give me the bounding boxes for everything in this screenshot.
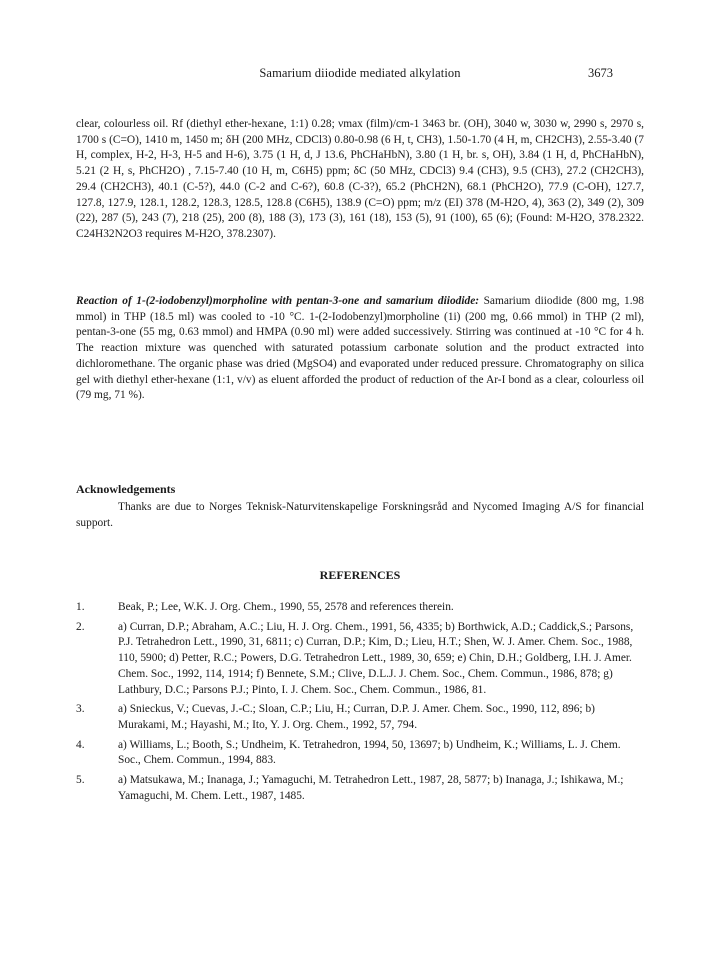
reference-text: a) Williams, L.; Booth, S.; Undheim, K. Tetrahedron, 1994, 50, 13697; b) Undheim, K.; Williams, L. J. Chem. Soc., Chem. Commun., 1994, 883. bbox=[118, 738, 621, 767]
procedure-heading: Reaction of 1-(2-iodobenzyl)morpholine with pentan-3-one and samarium diiodide: bbox=[76, 295, 480, 307]
reference-number: 5. bbox=[76, 774, 85, 787]
reference-item bbox=[76, 738, 644, 769]
page-number: 3673 bbox=[588, 66, 613, 80]
reference-number: 3. bbox=[76, 703, 85, 716]
running-title: Samarium diiodide mediated alkylation bbox=[259, 66, 461, 80]
acknowledgements-heading: Acknowledgements bbox=[76, 482, 176, 496]
reference-list bbox=[76, 600, 644, 808]
reference-item bbox=[76, 702, 644, 733]
reference-text: a) Curran, D.P.; Abraham, A.C.; Liu, H. J. Org. Chem., 1991, 56, 4335; b) Borthwick, A.D.; Caddick,S.; Parsons, P.J. Tetrahedron Lett., 1990, 31, 6811; c) Curran, D.P.; Kim, D.; Lieu, H.T.; Shen, W. J. Amer. Chem. Soc., 1988, 110, 5900; d) Petter, R.C.; Powers, D.G. Tetrahedron Lett., 1989, 30, 659; e) Chin, D.H.; Goldberg, I.H. J. Amer. Chem. Soc., 1992, 114, 1914; f) Bennete, S.M.; Clive, D.L.J. J. Chem. Soc., Chem. Commun., 1986, 878; g) Lathbury, D.C.; Parsons P.J.; Pinto, I. J. Chem. Soc., Chem. Commun., 1986, 81. bbox=[118, 620, 634, 696]
acknowledgements-text: Thanks are due to Norges Teknisk-Naturvitenskapelige Forskningsråd and Nycomed Imaging A/S for financial support. bbox=[76, 501, 644, 529]
experimental-data-paragraph: clear, colourless oil. Rf (diethyl ether-hexane, 1:1) 0.28; νmax (film)/cm-1 3463 br. (OH), 3040 w, 3030 w, 2990 s, 2970 s, 1700 s (C=O), 1410 m, 1450 m; δH (200 MHz, CDCl3) 0.80-0.98 (6 H, t, CH3), 1.50-1.70 (4 H, m, CH2CH3), 2.55-3.40 (7 H, complex, H-2, H-3, H-5 and H-6), 3.75 (1 H, d, J 13.6, PhCHaHbN), 3.80 (1 H, br. s, OH), 3.84 (1 H, d, PhCHaHbN), 5.21 (2 H, s, PhCH2O) , 7.15-7.40 (10 H, m, C6H5) ppm; δC (50 MHz, CDCl3) 9.4 (CH3), 9.5 (CH3), 27.2 (CH2CH3), 29.4 (CH2CH3), 40.1 (C-5?), 44.0 (C-2 and C-6?), 60.8 (C-3?), 65.2 (PhCH2N), 68.1 (PhCH2O), 77.9 (C-OH), 127.7, 127.8, 127.9, 128.1, 128.2, 128.3, 128.5, 128.8 (C6H5), 138.9 (C=O) ppm; m/z (EI) 378 (M-H2O, 4), 363 (2), 349 (2), 309 (22), 287 (5), 243 (7), 218 (25), 200 (8), 188 (3), 173 (3), 161 (18), 153 (5), 91 (100), 65 (6); (Found: M-H2O, 378.2322. C24H32N2O3 requires M-H2O, 378.2307). bbox=[76, 118, 644, 240]
reference-number: 4. bbox=[76, 738, 85, 751]
reaction-procedure-paragraph bbox=[76, 294, 644, 404]
reference-number: 2. bbox=[76, 620, 85, 633]
procedure-text: Samarium diiodide (800 mg, 1.98 mmol) in THP (18.5 ml) was cooled to -10 °C. 1-(2-Iodobenzyl)morpholine (1i) (200 mg, 0.66 mmol) in THP (2 ml), pentan-3-one (55 mg, 0.63 mmol) and HMPA (0.90 ml) were added successively. Stirring was continued at -10 °C for 4 h. The reaction mixture was quenched with saturated potassium carbonate solution and the product extracted into dichloromethane. The organic phase was dried (MgSO4) and evaporated under reduced pressure. Chromatography on silica gel with diethyl ether-hexane (1:1, v/v) as eluent afforded the product of reduction of the Ar-I bond as a clear, colourless oil (79 mg, 71 %). bbox=[76, 295, 644, 402]
reference-item bbox=[76, 620, 644, 699]
reference-item bbox=[76, 773, 644, 804]
reference-text: Beak, P.; Lee, W.K. J. Org. Chem., 1990, 55, 2578 and references therein. bbox=[118, 601, 454, 613]
references-heading: REFERENCES bbox=[319, 568, 401, 582]
reference-text: a) Matsukawa, M.; Inanaga, J.; Yamaguchi, M. Tetrahedron Lett., 1987, 28, 5877; b) Inanaga, J.; Ishikawa, M.; Yamaguchi, M. Chem. Lett., 1987, 1485. bbox=[118, 774, 624, 802]
reference-item bbox=[76, 600, 644, 616]
reference-number: 1. bbox=[76, 601, 85, 613]
reference-text: a) Snieckus, V.; Cuevas, J.-C.; Sloan, C.P.; Liu, H.; Curran, D.P. J. Amer. Chem. Soc., 1990, 112, 896; b) Murakami, M.; Hayashi, M.; Ito, Y. J. Org. Chem., 1992, 57, 794. bbox=[118, 703, 595, 731]
